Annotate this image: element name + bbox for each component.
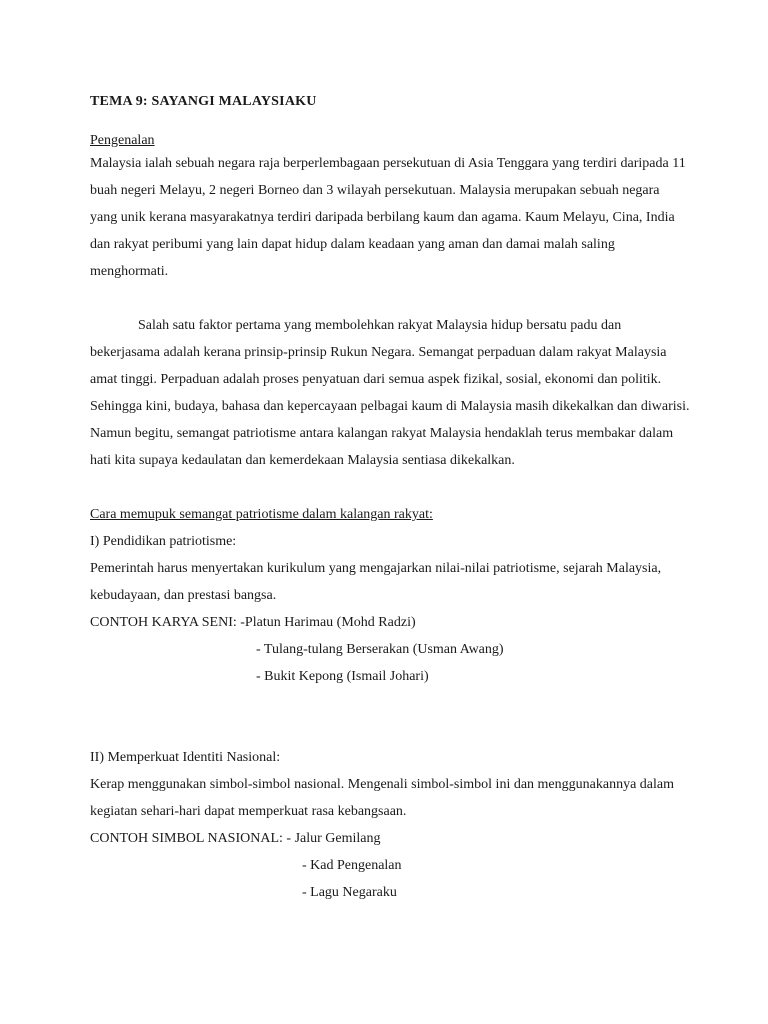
document-page <box>90 92 690 906</box>
item2-examples-label: CONTOH SIMBOL NASIONAL: <box>90 831 287 846</box>
item1-examples-label: CONTOH KARYA SENI: <box>90 615 241 630</box>
item1-examples-row <box>90 609 690 636</box>
item2-example: - Lagu Negaraku <box>302 885 397 900</box>
ways-heading: Cara memupuk semangat patriotisme dalam kalangan rakyat: <box>90 507 433 522</box>
item1-example: -Platun Harimau (Mohd Radzi) <box>240 615 416 630</box>
identity-section <box>90 744 690 906</box>
document-title: TEMA 9: SAYANGI MALAYSIAKU <box>90 94 317 109</box>
intro-heading: Pengenalan <box>90 133 155 148</box>
intro-paragraph: Malaysia ialah sebuah negara raja berperlembagaan persekutuan di Asia Tenggara yang terdiri daripada 11 buah negeri Melayu, 2 negeri Borneo dan 3 wilayah persekutuan. Malaysia merupakan sebuah negara yang unik kerana masyarakatnya terdiri daripada berbilang kaum dan agama. Kaum Melayu, Cina, India dan rakyat peribumi yang lain dapat hidup dalam keadaan yang aman dan damai malah saling menghormati. <box>90 156 686 279</box>
second-paragraph: Salah satu faktor pertama yang membolehkan rakyat Malaysia hidup bersatu padu dan bekerjasama adalah kerana prinsip-prinsip Rukun Negara. Semangat perpaduan dalam rakyat Malaysia amat tinggi. Perpaduan adalah proses penyatuan dari semua aspek fizikal, sosial, ekonomi dan politik. Sehingga kini, budaya, bahasa dan kepercayaan pelbagai kaum di Malaysia masih dikekalkan dan diwarisi. Namun begitu, semangat patriotisme antara kalangan rakyat Malaysia hendaklah terus membakar dalam hati kita supaya kedaulatan dan kemerdekaan Malaysia sentiasa dikekalkan. <box>90 318 690 468</box>
patriotism-ways-section <box>90 501 690 690</box>
item2-examples-row <box>90 825 690 852</box>
item1-body: Pemerintah harus menyertakan kurikulum yang mengajarkan nilai-nilai patriotisme, sejarah Malaysia, kebudayaan, dan prestasi bangsa. <box>90 561 662 603</box>
item1-title: I) Pendidikan patriotisme: <box>90 534 237 549</box>
item2-example: - Jalur Gemilang <box>286 831 381 846</box>
item2-body: Kerap menggunakan simbol-simbol nasional. Mengenali simbol-simbol ini dan menggunakannya dalam kegiatan sehari-hari dapat memperkuat rasa kebangsaan. <box>90 777 674 819</box>
item2-example: - Kad Pengenalan <box>302 858 402 873</box>
item1-example: - Bukit Kepong (Ismail Johari) <box>256 669 429 684</box>
item1-example: - Tulang-tulang Berserakan (Usman Awang) <box>256 642 504 657</box>
item2-title: II) Memperkuat Identiti Nasional: <box>90 750 281 765</box>
